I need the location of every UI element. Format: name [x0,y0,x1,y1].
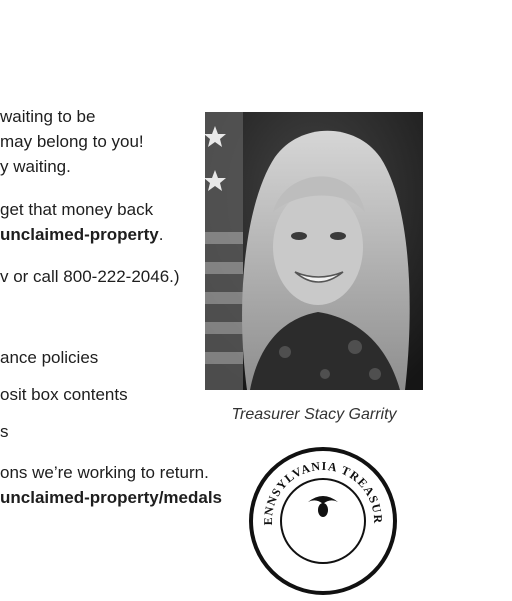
text-line: y waiting. [0,157,71,176]
text-line: ons we’re working to return. [0,463,209,482]
list-item: ance policies [0,348,99,367]
photo-caption: Treasurer Stacy Garrity [231,406,397,423]
text-line: may belong to you! [0,132,144,151]
list-item: osit box contents [0,385,128,404]
text-line: v or call 800-222-2046.) [0,267,180,286]
treasurer-photo [205,112,423,390]
medals-link[interactable]: unclaimed-property/medals [0,488,223,507]
text-line: get that money back [0,200,154,219]
period: . [158,225,164,244]
seal-text: ENNSYLVANIA TREASUR [260,458,386,526]
list-item: s [0,422,9,441]
text-line: waiting to be [0,107,96,126]
flag-stripes [205,112,243,390]
unclaimed-property-link[interactable]: unclaimed-property [0,225,159,244]
text-line-with-link [0,224,163,246]
treasury-seal [248,446,398,596]
